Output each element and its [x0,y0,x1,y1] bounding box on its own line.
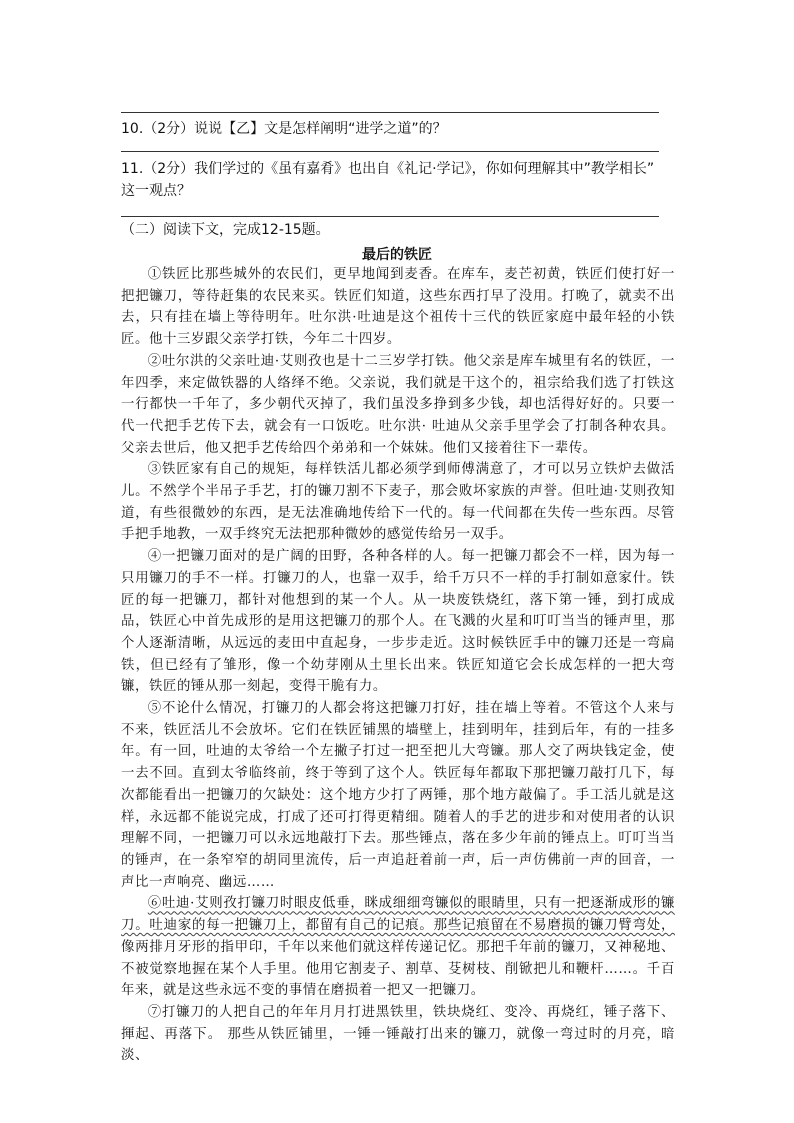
section-heading: （二）阅读下文，完成12-15题。 [121,222,330,238]
paragraph-7: ⑦打镰刀的人把自己的年年月月打进黑铁里，铁块烧红、变冷、再烧红，锤子落下、揮起、再落下。 那些从铁匠铺里，一锤一锤敲打出来的镰刀，就像一弯过时的月亮，暗淡、 [121,1004,675,1064]
question-11-line-1: 11.（2分）我们学过的《虽有嘉肴》也出自《礼记·学记》，你如何理解其中”教学相长” [121,161,655,177]
question-11 [121,158,666,202]
paragraph-6 [121,893,675,1002]
paragraph-1: ①铁匠比那些城外的农民们，更早地闻到麦香。在库车，麦芒初黄，铁匠们使打好一把把镰刀，等待赶集的农民来买。铁匠们知道，这些东西打早了没用。打晚了，就卖不出去，只有挂在墙上等待明年。吐尔洪·吐迪是这个祖传十三代的铁匠家庭中最年轻的小铁匠。他十三岁跟父亲学打铁，今年二十四岁。 [121,267,675,348]
article-title: 最后的铁匠 [362,247,432,263]
underlined-sentence-2: 吐迪家的每一把镰刀上，都留有自己的记痕。那些记痕留在不易磨损的镰刀臂弯处， [149,918,675,934]
answer-line-3 [121,216,659,217]
answer-line-2 [121,151,659,152]
article-body [121,264,675,1067]
paragraph-3: ③铁匠家有自己的规矩，每样铁活儿都必须学到师傅满意了，才可以另立铁炉去做活儿。不然学个半吊子手艺，打的镰刀割不下麦子，那会败坏家族的声誉。但吐迪·艾则孜知道，有些很微妙的东西，是无法准确地传给下一代的。每一代间都在失传一些东西。尽管手把手地教，一双手终究无法把那种微妙的感觉传给另一双手。 [121,462,675,543]
question-11-line-2: 这一观点？ [121,183,191,199]
paragraph-5: ⑤不论什么情况，打镰刀的人都会将这把镰刀打好，挂在墙上等着。不管这个人来与不来，铁匠活儿不会放坏。它们在铁匠铺黑的墙壁上，挂到明年，挂到后年，有的一挂多年。有一回，吐迪的太爷给一个左撇子打过一把至把儿大弯镰。那人交了两块钱定金，使一去不回。直到太爷临终前，终于等到了这个人。铁匠每年都取下那把镰刀敲打几下，每次都能看出一把镰刀的欠缺处：这个地方少打了两锤，那个地方敲偏了。手工活儿就是这样，永远都不能说完成，打成了还可打得更精细。随着人的手艺的进步和对使用者的认识理解不同，一把镰刀可以永远地敲打下去。那些锤点，落在多少年前的锤点上。叮叮当当的锤声，在一条窄窄的胡同里流传，后一声追赶着前一声，后一声仿佛前一声的回音，一声比一声响亮、幽远…… [121,701,675,890]
paragraph-4: ④一把镰刀面对的是广阔的田野，各种各样的人。每一把镰刀都会不一样，因为每一只用镰刀的手不一样。打镰刀的人，也靠一双手，给千万只不一样的手打制如意家什。铁匠的每一把镰刀，都针对他想到的某一个人。从一块废铁烧红，落下第一锤，到打成成品，铁匠心中首先成形的是用这把镰刀的那个人。在飞溅的火星和叮叮当当的锤声里，那个人逐渐清晰，从远远的麦田中直起身，一步步走近。这时候铁匠手中的镰刀还是一弯扁铁，但已经有了雏形，像一个幼芽刚从土里长出来。铁匠知道它会长成怎样的一把大弯镰，铁匠的锤从那一刻起，变得干脆有力。 [121,549,675,695]
underlined-sentence-1: ⑥吐迪·艾则孜打镰刀时眼皮低垂，眯成细细弯镰似的眼睛里，只有一把逐渐成形的镰刀。 [121,896,675,934]
paragraph-6-rest: 像两排月牙形的指甲印，千年以来他们就这样传递记忆。那把千年前的镰刀，又神秘地、不被觉察地握在某个人手里。他用它割麦子、割草、芟树枝、削锨把儿和鞭杆……。千百年来，就是这些永远不变的事情在磨损着一把又一把镰刀。 [121,939,675,999]
question-10: 10.（2分）说说【乙】文是怎样阐明“进学之道”的？ [121,121,447,137]
answer-line-1 [121,112,659,113]
paragraph-2: ②吐尔洪的父亲吐迪·艾则孜也是十二三岁学打铁。他父亲是库车城里有名的铁匠，一年四季，来定做铁器的人络绎不绝。父亲说，我们就是干这个的，祖宗给我们选了打铁这一行都快一千年了，多少朝代灭掉了，我们虽没多挣到多少钱，却也活得好好的。只要一代一代把手艺传下去，就会有一口饭吃。吐尔洪· 吐迪从父亲手里学会了打制各种农具。父亲去世后，他又把手艺传给四个弟弟和一个妹妹。他们又接着往下一辈传。 [121,353,675,456]
